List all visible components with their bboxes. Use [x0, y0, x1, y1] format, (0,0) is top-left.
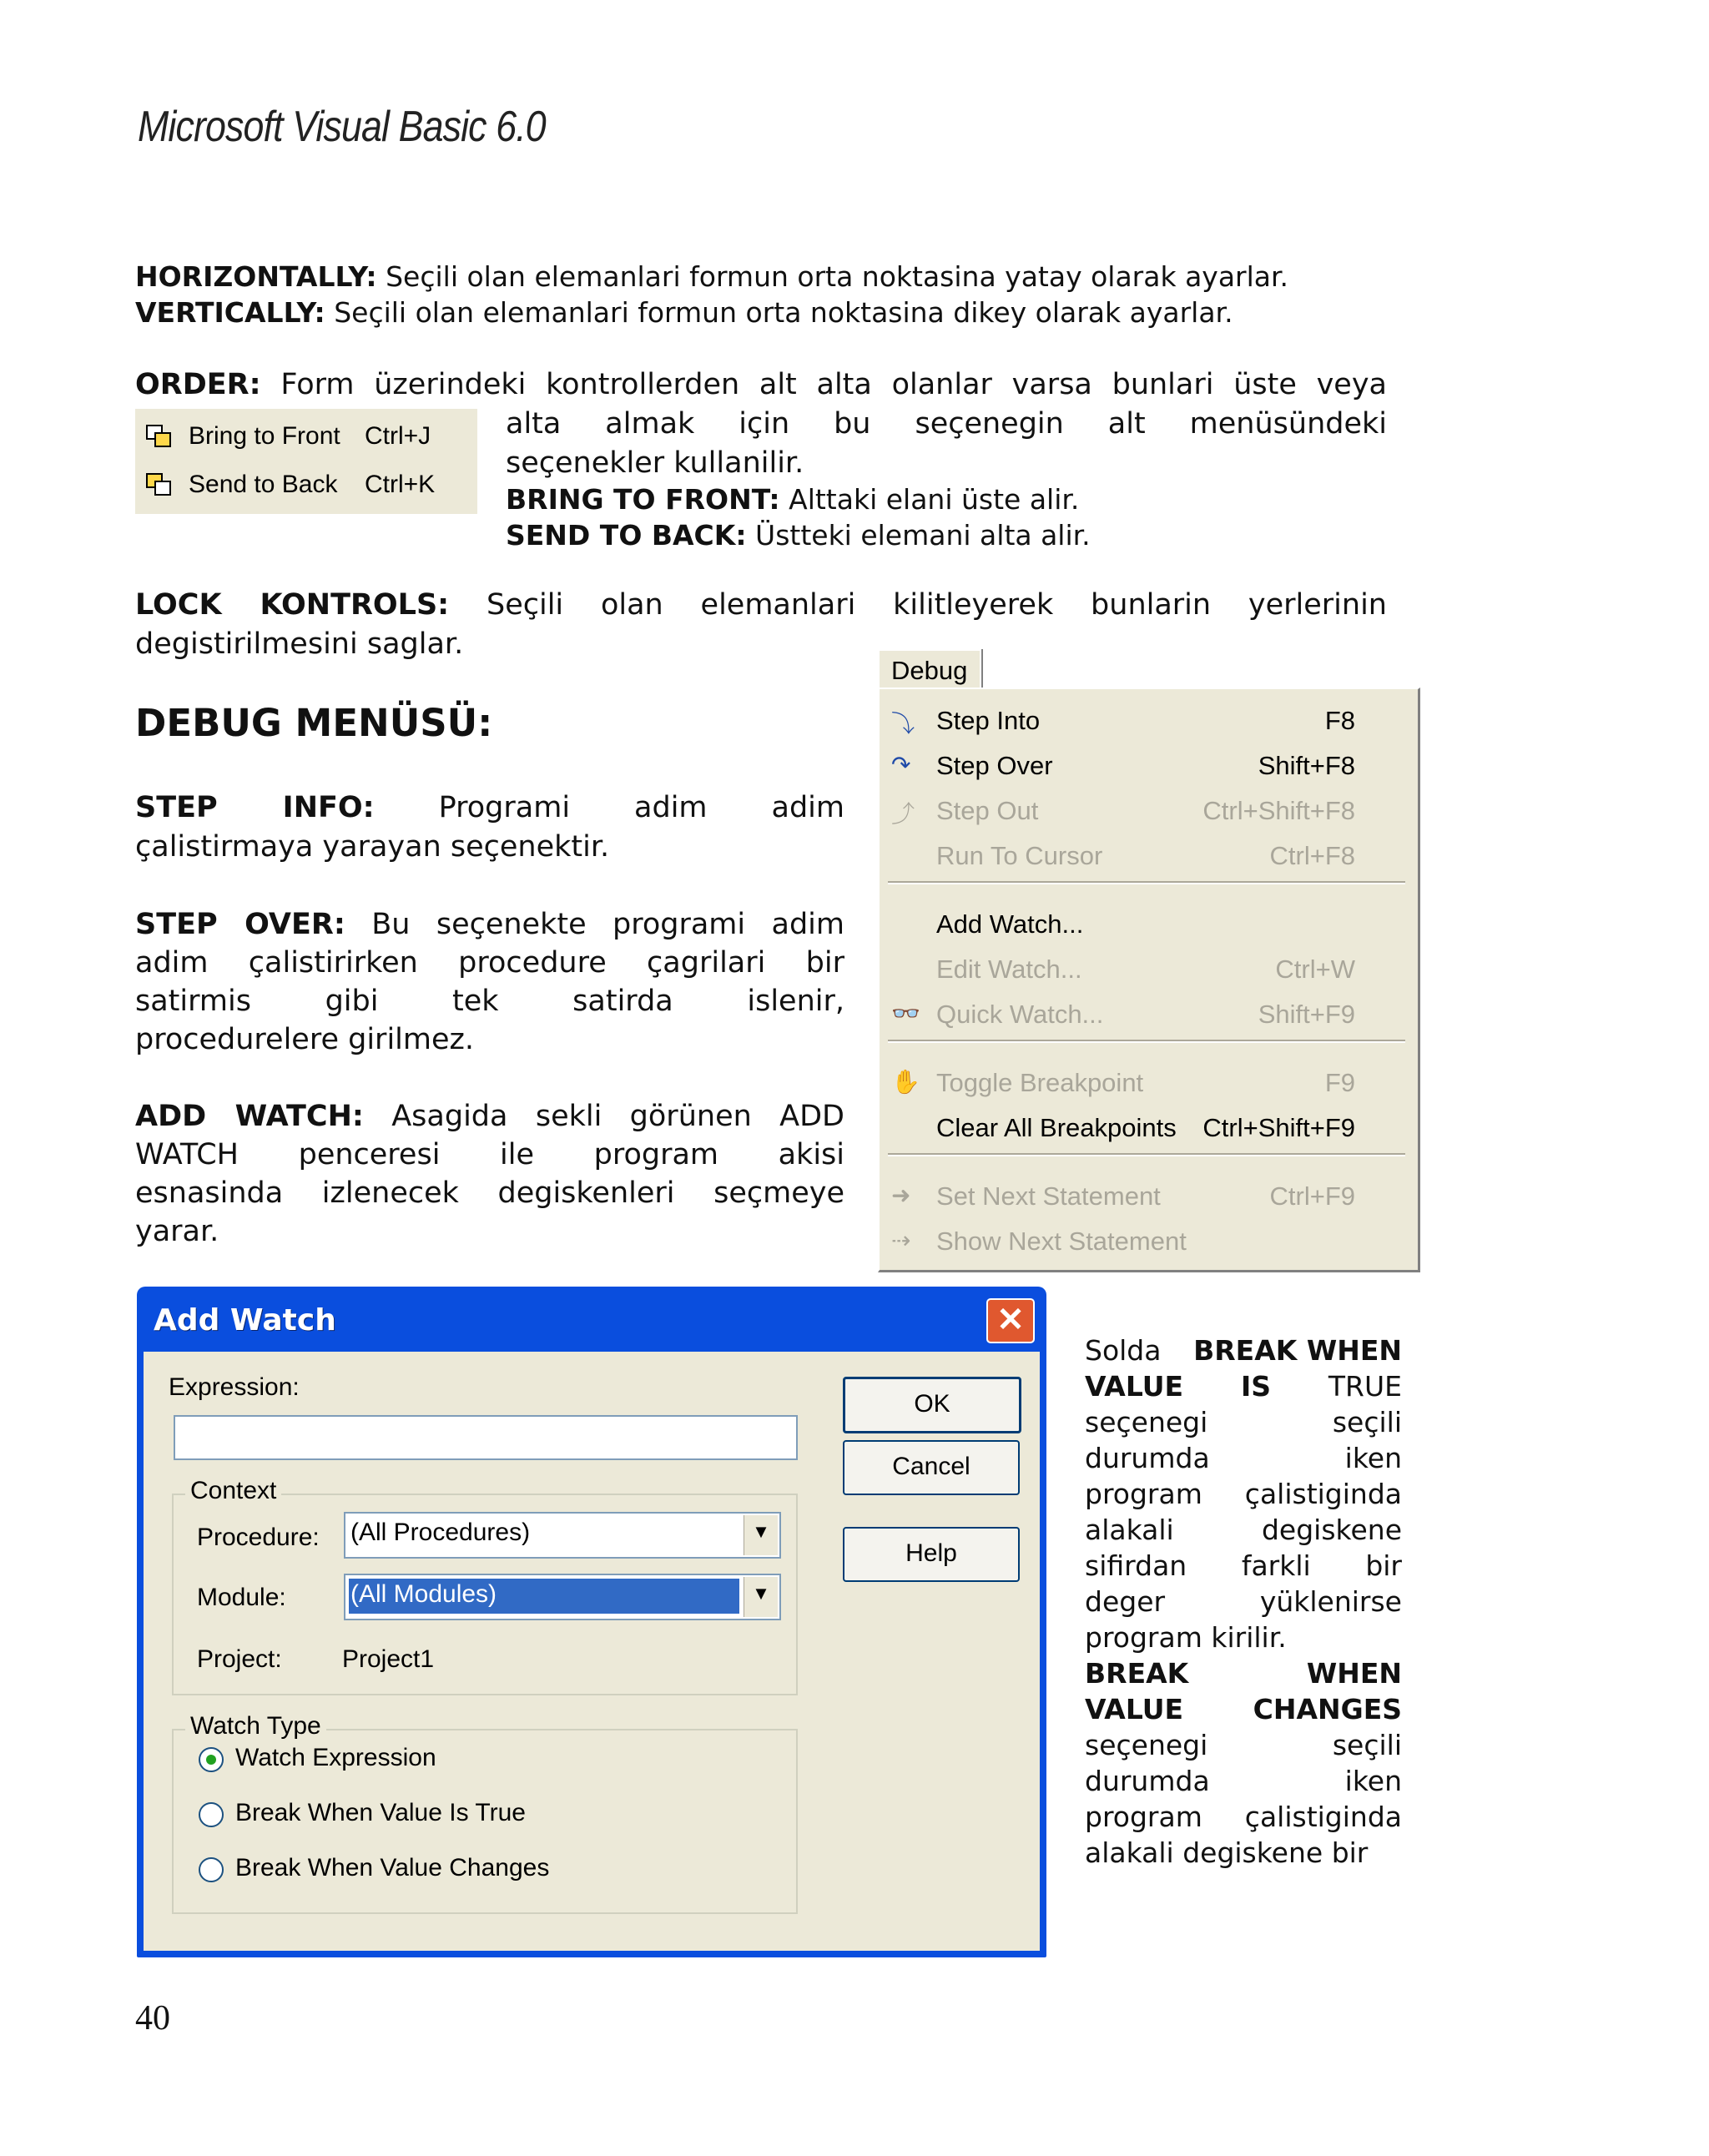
show-next-icon: ⇢ [891, 1227, 911, 1253]
debug-menu-item-label: Edit Watch... [936, 955, 1082, 984]
side-word: iken [1344, 1765, 1402, 1797]
step-over-line-2: adim çalistirirken procedure çagrilari bir [135, 946, 844, 980]
menu-item-send-to-back[interactable] [135, 461, 477, 509]
side-line [1085, 1655, 1402, 1691]
radio-break-when-changes-label: Break When Value Changes [235, 1854, 550, 1881]
step-info-term: STEP INFO: [135, 791, 375, 824]
send-to-back-paragraph [506, 517, 1387, 553]
expression-label: Expression: [169, 1373, 300, 1401]
vertically-paragraph [135, 295, 1404, 330]
expression-input[interactable] [174, 1415, 798, 1460]
side-word: seçili [1332, 1406, 1402, 1438]
send-to-back-shortcut: Ctrl+K [365, 471, 436, 498]
side-word: yüklenirse [1259, 1585, 1402, 1618]
side-line [1085, 1691, 1402, 1727]
side-line [1085, 1332, 1402, 1368]
radio-watch-expression-label: Watch Expression [235, 1744, 436, 1771]
side-word: degiskene [1261, 1514, 1402, 1546]
close-button[interactable] [986, 1298, 1035, 1343]
radio-break-when-true-dot[interactable] [199, 1802, 224, 1827]
context-group [172, 1477, 798, 1695]
debug-menu-item-shortcut: Ctrl+F8 [1269, 841, 1355, 870]
debug-menu-item-label: Show Next Statement [936, 1227, 1187, 1256]
debug-menu-item-step-into[interactable] [880, 698, 1414, 743]
debug-menu-panel [878, 688, 1420, 1272]
step-over-icon: ↷ [891, 752, 911, 778]
radio-break-when-changes-dot[interactable] [199, 1857, 224, 1882]
page-header: Microsoft Visual Basic 6.0 [138, 103, 546, 151]
step-over-line-3: satirmis gibi tek satirda islenir, [135, 985, 844, 1018]
side-word: sifirdan [1085, 1549, 1187, 1582]
debug-menu-item-shortcut: F8 [1324, 706, 1355, 735]
side-word: BREAK WHEN [1193, 1334, 1402, 1367]
step-over-term: STEP OVER: [135, 908, 345, 941]
side-word: alakali [1085, 1514, 1174, 1546]
dialog-title: Add Watch [154, 1303, 336, 1337]
step-out-icon: ⤴ [891, 801, 915, 827]
side-word: BREAK [1085, 1657, 1189, 1690]
arrow-right-icon: ➜ [891, 1182, 911, 1208]
menu-separator [888, 881, 1405, 884]
quick-watch-icon: 👓 [891, 1000, 920, 1026]
side-word: seçenegi [1085, 1729, 1208, 1761]
side-line [1085, 1799, 1402, 1835]
debug-menu-item-toggle-breakpoint[interactable] [880, 1060, 1414, 1105]
order-submenu [135, 409, 477, 514]
debug-menu-item-run-to-cursor[interactable] [880, 833, 1414, 878]
side-word: farkli [1241, 1549, 1311, 1582]
side-word: program [1085, 1801, 1202, 1833]
add-watch-line-4: yarar. [135, 1215, 219, 1248]
order-line-2: alta almak için bu seçenegin alt menüsündeki [506, 407, 1387, 441]
radio-break-when-true-label: Break When Value Is True [235, 1799, 526, 1826]
menu-separator [888, 1040, 1405, 1043]
hand-icon: ✋ [891, 1069, 920, 1095]
side-word: Solda [1085, 1334, 1170, 1367]
side-line [1085, 1404, 1402, 1440]
debug-menu-title[interactable] [878, 649, 981, 689]
menu-item-bring-to-front[interactable] [135, 412, 477, 461]
side-paragraph [1085, 1332, 1402, 1871]
bring-to-front-label: Bring to Front [189, 422, 340, 450]
debug-menu-item-set-next-statement[interactable] [880, 1173, 1414, 1218]
add-watch-dialog [137, 1287, 1046, 1957]
step-over-line-4: procedurelere girilmez. [135, 1023, 475, 1056]
side-line [1085, 1620, 1402, 1655]
side-line [1085, 1440, 1402, 1476]
debug-menu-item-step-out[interactable] [880, 788, 1414, 833]
module-label: Module: [197, 1584, 286, 1611]
debug-menu-item-shortcut: Shift+F8 [1258, 751, 1355, 780]
side-word: CHANGES [1253, 1693, 1402, 1725]
send-to-back-label: Send to Back [189, 471, 338, 498]
vertically-text: Seçili olan elemanlari formun orta noktasina dikey olarak ayarlar. [325, 296, 1233, 329]
lock-line-2: degistirilmesini saglar. [135, 627, 464, 661]
send-to-back-text: Üstteki elemani alta alir. [746, 519, 1091, 552]
side-line [1085, 1763, 1402, 1799]
vertically-term: VERTICALLY: [135, 296, 325, 329]
debug-menu-item-label: Add Watch... [936, 909, 1084, 939]
dialog-body [144, 1352, 1040, 1951]
step-info-line-1 [135, 788, 844, 827]
debug-menu-item-clear-all-breakpoints[interactable] [880, 1105, 1414, 1150]
side-line [1085, 1584, 1402, 1620]
side-word: çalistiginda [1244, 1801, 1402, 1833]
order-line-1 [135, 365, 1387, 404]
help-button[interactable]: Help [843, 1527, 1020, 1582]
page-number: 40 [135, 1999, 170, 2038]
bring-to-front-icon [145, 424, 174, 449]
step-info-text-1: Programi adim adim [374, 791, 844, 824]
side-word: iken [1344, 1442, 1402, 1474]
debug-menu-item-edit-watch[interactable] [880, 946, 1414, 991]
menu-separator [888, 1153, 1405, 1156]
side-line [1085, 1835, 1402, 1871]
context-legend: Context [185, 1477, 281, 1505]
step-over-text-1: Bu seçenekte programi adim [345, 908, 844, 941]
bring-to-front-shortcut: Ctrl+J [365, 422, 431, 450]
side-word: VALUE [1085, 1370, 1184, 1403]
debug-menu-item-shortcut: Ctrl+F9 [1269, 1181, 1355, 1211]
project-value: Project1 [342, 1645, 435, 1673]
debug-menu-title-label: Debug [891, 656, 968, 685]
side-word: durumda [1085, 1765, 1210, 1797]
side-word: WHEN [1306, 1657, 1402, 1690]
module-select-highlight [349, 1579, 739, 1614]
debug-menu-item-shortcut: Shift+F9 [1258, 1000, 1355, 1029]
side-word: program [1085, 1478, 1202, 1510]
debug-menu-item-label: Run To Cursor [936, 841, 1103, 870]
send-to-back-term: SEND TO BACK: [506, 519, 747, 552]
debug-menu-item-step-over[interactable] [880, 743, 1414, 788]
procedure-select-value: (All Procedures) [350, 1519, 531, 1546]
module-select[interactable] [344, 1574, 781, 1620]
add-watch-line-3: esnasinda izlenecek degiskenleri seçmeye [135, 1176, 844, 1210]
module-select-value: (All Modules) [350, 1580, 497, 1608]
debug-menu-item-label: Step Over [936, 751, 1053, 780]
side-word: VALUE [1085, 1693, 1184, 1725]
side-word: deger [1085, 1585, 1166, 1618]
bring-to-front-paragraph [506, 481, 1387, 517]
send-to-back-icon [145, 472, 174, 497]
order-line-3: seçenekler kullanilir. [506, 446, 804, 480]
debug-menu-item-label: Step Into [936, 706, 1041, 735]
order-term: ORDER: [135, 368, 261, 401]
side-line [1085, 1476, 1402, 1512]
project-label: Project: [197, 1645, 282, 1673]
debug-menu-item-label: Quick Watch... [936, 1000, 1104, 1029]
debug-menu-item-show-next-statement[interactable] [880, 1218, 1414, 1263]
side-word: çalistiginda [1244, 1478, 1402, 1510]
add-watch-line-1 [135, 1097, 844, 1136]
cancel-button[interactable]: Cancel [843, 1440, 1020, 1495]
side-word: bir [1365, 1549, 1402, 1582]
side-line [1085, 1727, 1402, 1763]
lock-term: LOCK KONTROLS: [135, 588, 450, 622]
debug-menu-item-shortcut: F9 [1324, 1068, 1355, 1097]
add-watch-text-1: Asagida sekli görünen ADD [363, 1100, 844, 1133]
debug-menu-heading: DEBUG MENÜSÜ: [135, 701, 493, 745]
side-word: TRUE [1328, 1370, 1402, 1403]
debug-menu-item-label: Toggle Breakpoint [936, 1068, 1144, 1097]
procedure-label: Procedure: [197, 1524, 320, 1551]
side-word: durumda [1085, 1442, 1210, 1474]
procedure-select[interactable] [344, 1512, 781, 1559]
add-watch-line-2: WATCH penceresi ile program akisi [135, 1138, 844, 1171]
step-into-icon: ⤵ [891, 711, 915, 737]
chevron-down-icon[interactable]: ▼ [744, 1577, 778, 1617]
debug-menu-item-label: Clear All Breakpoints [936, 1113, 1177, 1142]
debug-menu [878, 649, 1420, 1270]
side-word: seçenegi [1085, 1406, 1208, 1438]
chevron-down-icon[interactable]: ▼ [744, 1515, 778, 1555]
horizontally-text: Seçili olan elemanlari formun orta noktasina yatay olarak ayarlar. [376, 260, 1289, 293]
side-word: alakali degiskene bir [1085, 1836, 1369, 1869]
debug-menu-item-label: Set Next Statement [936, 1181, 1161, 1211]
add-watch-term: ADD WATCH: [135, 1100, 364, 1133]
lock-line-1 [135, 586, 1387, 624]
side-word: program kirilir. [1085, 1621, 1287, 1654]
close-icon: ✕ [996, 1302, 1025, 1338]
debug-menu-item-shortcut: Ctrl+Shift+F9 [1202, 1113, 1355, 1142]
step-info-line-2: çalistirmaya yarayan seçenektir. [135, 830, 610, 864]
debug-menu-item-shortcut: Ctrl+Shift+F8 [1202, 796, 1355, 825]
step-over-line-1 [135, 905, 844, 944]
side-line [1085, 1548, 1402, 1584]
debug-menu-item-shortcut: Ctrl+W [1275, 955, 1355, 984]
ok-button[interactable]: OK [843, 1377, 1021, 1433]
horizontally-term: HORIZONTALLY: [135, 260, 377, 293]
bring-to-front-term: BRING TO FRONT: [506, 483, 780, 516]
debug-menu-item-quick-watch[interactable] [880, 991, 1414, 1036]
radio-watch-expression-dot[interactable] [199, 1747, 224, 1772]
lock-text-1: Seçili olan elemanlari kilitleyerek bunlarin yerlerinin [449, 588, 1387, 622]
watch-type-legend: Watch Type [185, 1712, 326, 1740]
watch-type-group [172, 1712, 798, 1914]
side-word: IS [1240, 1370, 1271, 1403]
debug-menu-item-label: Step Out [936, 796, 1039, 825]
side-line [1085, 1368, 1402, 1404]
side-word: seçili [1332, 1729, 1402, 1761]
side-line [1085, 1512, 1402, 1548]
order-text-1: Form üzerindeki kontrollerden alt alta olanlar varsa bunlari üste veya [260, 368, 1387, 401]
debug-menu-item-add-watch[interactable] [880, 901, 1414, 946]
horizontally-paragraph [135, 259, 1404, 295]
bring-to-front-text: Alttaki elani üste alir. [779, 483, 1080, 516]
